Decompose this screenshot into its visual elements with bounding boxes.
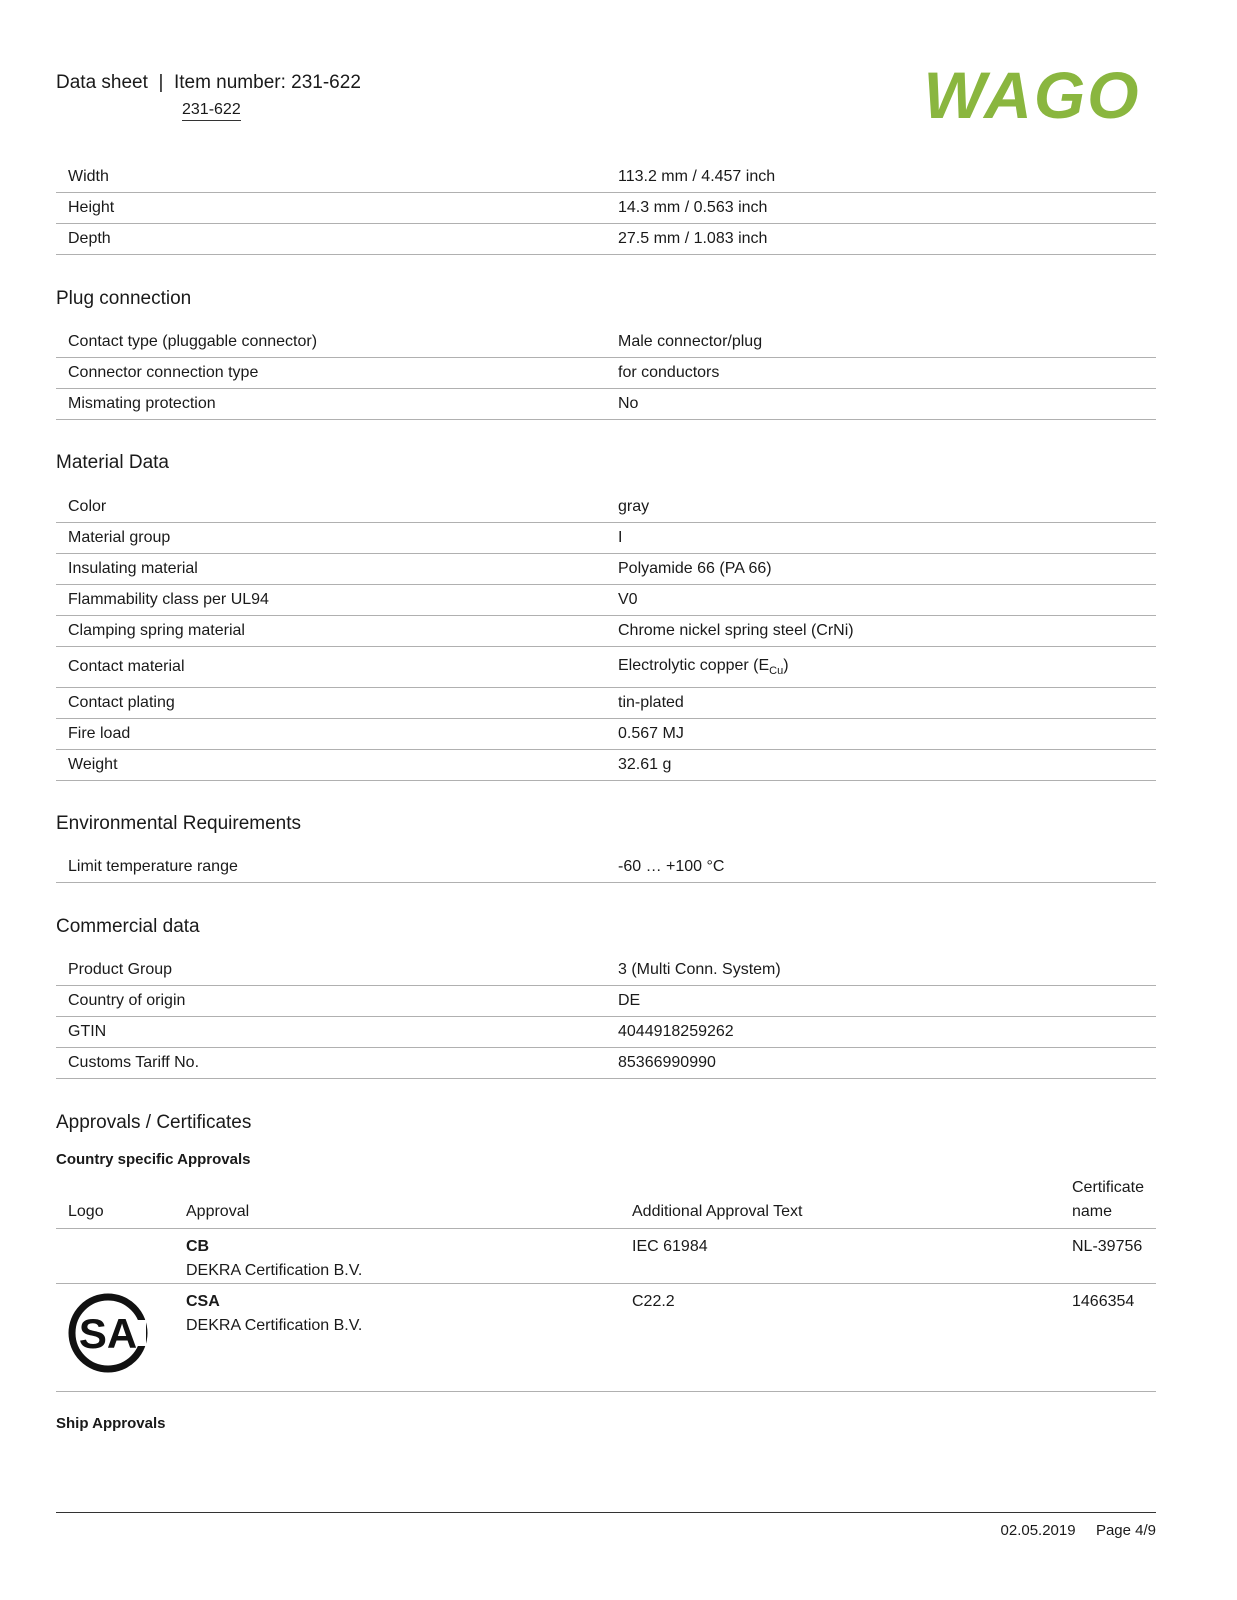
table-row xyxy=(56,616,1156,647)
row-label: Weight xyxy=(56,750,618,781)
row-value: -60 … +100 °C xyxy=(618,852,1156,883)
row-label: Customs Tariff No. xyxy=(56,1048,618,1079)
page-title: Data sheet | Item number: 231-622 xyxy=(56,72,361,93)
footer xyxy=(1001,1522,1156,1539)
col-header-additional-text: Additional Approval Text xyxy=(632,1176,1072,1229)
subsection-country-approvals: Country specific Approvals xyxy=(56,1151,251,1168)
row-label: Fire load xyxy=(56,719,618,750)
row-value: Chrome nickel spring steel (CrNi) xyxy=(618,616,1156,647)
row-value: gray xyxy=(618,492,1156,523)
table-row xyxy=(56,554,1156,585)
table-row xyxy=(56,224,1156,255)
table-row xyxy=(56,955,1156,986)
table-row xyxy=(56,389,1156,420)
footer-page-number: Page 4/9 xyxy=(1095,1522,1156,1539)
commercial-table xyxy=(56,955,1156,1079)
table-row xyxy=(56,647,1156,688)
footer-date: 02.05.2019 xyxy=(1000,1522,1076,1539)
row-value: 3 (Multi Conn. System) xyxy=(618,955,1156,986)
table-row xyxy=(56,1048,1156,1079)
subsection-ship-approvals: Ship Approvals xyxy=(56,1415,166,1432)
approval-text: IEC 61984 xyxy=(632,1229,1072,1284)
table-row xyxy=(56,688,1156,719)
row-label: Limit temperature range xyxy=(56,852,618,883)
table-row xyxy=(56,719,1156,750)
contact-material-text: Electrolytic copper (E xyxy=(618,656,770,674)
row-label: Depth xyxy=(56,224,618,255)
row-value: for conductors xyxy=(618,358,1156,389)
csa-logo-text: SA xyxy=(78,1310,138,1357)
table-row xyxy=(56,1229,1156,1284)
row-value: V0 xyxy=(618,585,1156,616)
approval-cell xyxy=(186,1284,632,1392)
row-label: Color xyxy=(56,492,618,523)
csa-logo-icon xyxy=(68,1290,148,1376)
approval-logo-cell xyxy=(56,1284,186,1392)
row-value: 113.2 mm / 4.457 inch xyxy=(618,162,1156,193)
row-value: I xyxy=(618,523,1156,554)
row-label: GTIN xyxy=(56,1017,618,1048)
row-label: Mismating protection xyxy=(56,389,618,420)
row-label: Flammability class per UL94 xyxy=(56,585,618,616)
col-header-certificate-name xyxy=(1072,1176,1156,1229)
section-title-commercial: Commercial data xyxy=(56,916,200,937)
wago-logo-text: WAGO xyxy=(923,58,1141,132)
row-value: tin-plated xyxy=(618,688,1156,719)
col-header-approval: Approval xyxy=(186,1176,632,1229)
dimensions-table xyxy=(56,162,1156,255)
approval-logo-cell xyxy=(56,1229,186,1284)
table-row xyxy=(56,852,1156,883)
table-row xyxy=(56,193,1156,224)
section-title-material-data: Material Data xyxy=(56,452,169,473)
approval-name: CSA xyxy=(186,1293,220,1310)
table-row xyxy=(56,986,1156,1017)
table-row xyxy=(56,750,1156,781)
table-row xyxy=(56,162,1156,193)
data-sheet-page xyxy=(56,0,1156,1600)
approval-org: DEKRA Certification B.V. xyxy=(186,1262,363,1279)
footer-divider xyxy=(56,1512,1156,1513)
approvals-table xyxy=(56,1176,1156,1392)
certificate-name: 1466354 xyxy=(1072,1284,1156,1392)
section-title-plug-connection: Plug connection xyxy=(56,288,192,309)
row-value: Male connector/plug xyxy=(618,327,1156,358)
row-label: Connector connection type xyxy=(56,358,618,389)
col-header-logo: Logo xyxy=(56,1176,186,1229)
row-label: Country of origin xyxy=(56,986,618,1017)
table-row xyxy=(56,327,1156,358)
table-row xyxy=(56,492,1156,523)
cert-header-line2: name xyxy=(1072,1203,1113,1220)
row-value: DE xyxy=(618,986,1156,1017)
contact-material-close: ) xyxy=(783,656,789,674)
material-data-table xyxy=(56,492,1156,781)
row-label: Contact plating xyxy=(56,688,618,719)
approval-name: CB xyxy=(186,1238,210,1255)
section-title-environmental: Environmental Requirements xyxy=(56,813,302,834)
table-row xyxy=(56,523,1156,554)
row-label: Insulating material xyxy=(56,554,618,585)
row-value: 14.3 mm / 0.563 inch xyxy=(618,193,1156,224)
row-value: 4044918259262 xyxy=(618,1017,1156,1048)
row-value: 0.567 MJ xyxy=(618,719,1156,750)
row-label: Width xyxy=(56,162,618,193)
row-value: 32.61 g xyxy=(618,750,1156,781)
row-label: Clamping spring material xyxy=(56,616,618,647)
row-label: Contact material xyxy=(56,647,618,688)
wago-logo xyxy=(908,56,1156,142)
row-value xyxy=(618,647,1156,688)
table-row xyxy=(56,585,1156,616)
section-title-approvals: Approvals / Certificates xyxy=(56,1112,252,1133)
row-label: Height xyxy=(56,193,618,224)
approvals-header-row xyxy=(56,1176,1156,1229)
environmental-table xyxy=(56,852,1156,883)
approval-cell xyxy=(186,1229,632,1284)
item-number-link[interactable]: 231-622 xyxy=(182,100,241,121)
table-row xyxy=(56,358,1156,389)
table-row xyxy=(56,1017,1156,1048)
row-value: Polyamide 66 (PA 66) xyxy=(618,554,1156,585)
row-value: No xyxy=(618,389,1156,420)
approval-org: DEKRA Certification B.V. xyxy=(186,1317,363,1334)
row-value: 27.5 mm / 1.083 inch xyxy=(618,224,1156,255)
certificate-name: NL-39756 xyxy=(1072,1229,1156,1284)
cert-header-line1: Certificate xyxy=(1072,1179,1145,1196)
table-row xyxy=(56,1284,1156,1392)
plug-connection-table xyxy=(56,327,1156,420)
row-label: Material group xyxy=(56,523,618,554)
row-label: Contact type (pluggable connector) xyxy=(56,327,618,358)
approval-text: C22.2 xyxy=(632,1284,1072,1392)
row-value: 85366990990 xyxy=(618,1048,1156,1079)
contact-material-subscript: Cu xyxy=(769,665,784,678)
row-label: Product Group xyxy=(56,955,618,986)
